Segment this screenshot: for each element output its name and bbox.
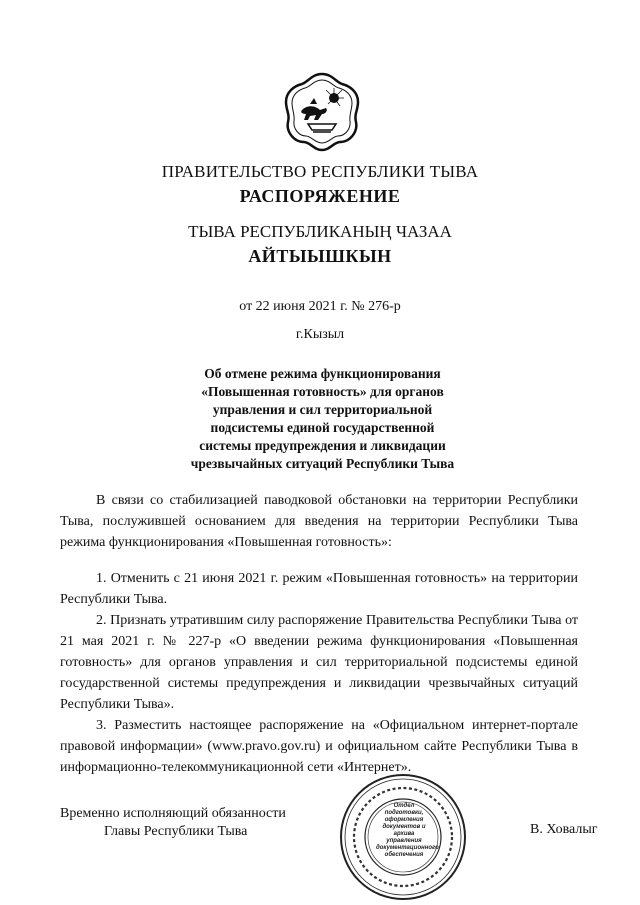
subject-line: чрезвычайных ситуаций Республики Тыва bbox=[190, 456, 455, 471]
clause-1: 1. Отменить с 21 июня 2021 г. режим «Повышенная готовность» на территории Республики Тыва. bbox=[60, 571, 578, 607]
signatory-name: В. Ховалыг bbox=[530, 822, 598, 837]
signatory-position bbox=[60, 805, 286, 841]
subject-line: Об отмене режима функционирования bbox=[204, 366, 441, 381]
clause-2: 2. Признать утратившим силу распоряжение Правительства Республики Тыва от 21 мая 2021 г. № 227-р «О введении режима функционирования «Повышенная готовность» для органов управления и сил территориальной подсистемы единой государственной системы предупреждения и ликвидации чрезвычайных ситуаций Республики Тыва». bbox=[60, 613, 578, 712]
position-line-1: Временно исполняющий обязанности bbox=[60, 806, 286, 821]
clause-3: 3. Разместить настоящее распоряжение на «Официальном интернет-портале правовой информации» (www.pravo.gov.ru) и официальном сайте Республики Тыва в информационно-телекоммуникационной сети «Интернет». bbox=[60, 718, 578, 775]
subject-line: «Повышенная готовность» для органов bbox=[201, 384, 444, 399]
subject-line: подсистемы единой государственной bbox=[210, 420, 435, 435]
subject-line: управления и сил территориальной bbox=[212, 402, 433, 417]
preamble-paragraph: В связи со стабилизацией паводковой обстановки на территории Республики Тыва, послужившей основанием для введения на территории Республики Тыва режима функционирования «Повышенная готовность»: bbox=[60, 493, 578, 550]
document-body bbox=[60, 490, 578, 778]
tuva-coat-of-arms-icon bbox=[280, 70, 364, 154]
document-city: г.Кызыл bbox=[295, 327, 345, 342]
organization-name-tyvan: ТЫВА РЕСПУБЛИКАНЫҢ ЧАЗАА bbox=[188, 222, 452, 241]
document-type: РАСПОРЯЖЕНИЕ bbox=[239, 186, 401, 206]
document-type-tyvan: АЙТЫЫШКЫН bbox=[248, 246, 392, 266]
stamp-text: Отдел подготовки, оформления документов и архива управления документационного обеспечения bbox=[376, 803, 439, 858]
position-line-2: Главы Республики Тыва bbox=[104, 824, 248, 839]
organization-name: ПРАВИТЕЛЬСТВО РЕСПУБЛИКИ ТЫВА bbox=[161, 162, 479, 181]
subject-line: системы предупреждения и ликвидации bbox=[199, 438, 446, 453]
document-date-number: от 22 июня 2021 г. № 276-р bbox=[239, 299, 401, 314]
document-subject bbox=[150, 365, 495, 473]
